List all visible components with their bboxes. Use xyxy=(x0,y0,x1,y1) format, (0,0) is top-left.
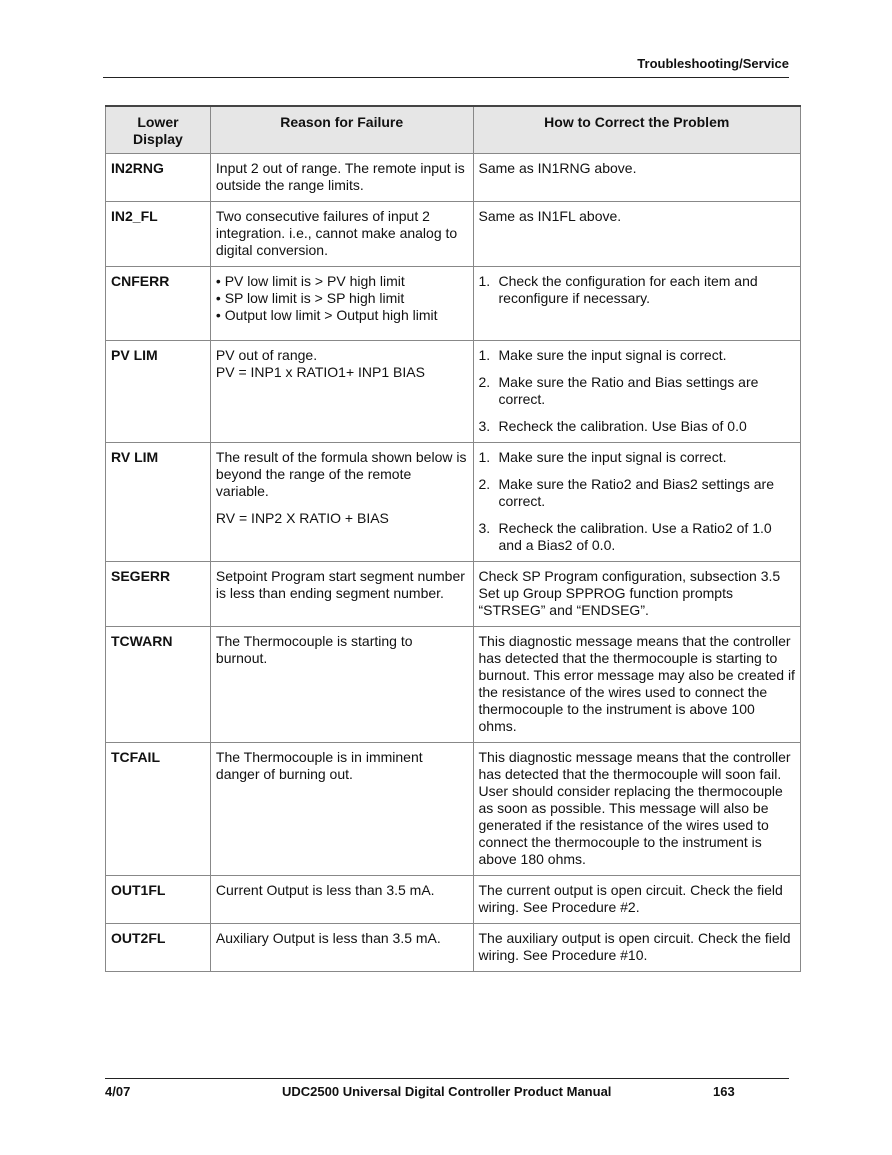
step-text: Make sure the input signal is correct. xyxy=(498,449,727,465)
lower-display-code: TCWARN xyxy=(106,627,211,743)
correction-steps xyxy=(479,347,796,435)
correction-text: Same as IN1RNG above. xyxy=(473,154,801,202)
lower-display-code: RV LIM xyxy=(106,443,211,562)
footer-date: 4/07 xyxy=(105,1084,131,1099)
failure-reason: The Thermocouple is in imminent danger of burning out. xyxy=(210,743,473,876)
step-text: Recheck the calibration. Use Bias of 0.0 xyxy=(498,418,747,434)
correction-step xyxy=(479,273,796,307)
lower-display-code: IN2_FL xyxy=(106,202,211,267)
lower-display-code: TCFAIL xyxy=(106,743,211,876)
section-header: Troubleshooting/Service xyxy=(637,56,789,71)
column-header-text: Display xyxy=(133,131,183,147)
table-row xyxy=(106,924,801,972)
correction-text: The auxiliary output is open circuit. Check the field wiring. See Procedure #10. xyxy=(473,924,801,972)
reason-formula: RV = INP2 X RATIO + BIAS xyxy=(215,510,389,526)
reason-text: The result of the formula shown below is beyond the range of the remote variable. xyxy=(215,449,467,499)
correction-steps xyxy=(479,449,796,554)
column-header-lower-display xyxy=(106,106,211,154)
step-number: 2. xyxy=(478,374,491,390)
paragraph-gap xyxy=(216,500,468,510)
table-row xyxy=(106,267,801,341)
correction-step xyxy=(479,347,796,364)
failure-reason: Input 2 out of range. The remote input is outside the range limits. xyxy=(210,154,473,202)
correction-step xyxy=(479,476,796,510)
lower-display-code: SEGERR xyxy=(106,562,211,627)
reason-bullet: • Output low limit > Output high limit xyxy=(215,307,438,323)
failure-reason: The Thermocouple is starting to burnout. xyxy=(210,627,473,743)
footer-manual-title: UDC2500 Universal Digital Controller Product Manual xyxy=(282,1084,612,1099)
column-header-correction: How to Correct the Problem xyxy=(473,106,801,154)
correction-text xyxy=(473,341,801,443)
lower-display-code: OUT2FL xyxy=(106,924,211,972)
column-header-text: Lower xyxy=(137,114,179,130)
column-header-reason: Reason for Failure xyxy=(210,106,473,154)
step-number: 1. xyxy=(478,449,491,465)
correction-step xyxy=(479,449,796,466)
correction-text: Same as IN1FL above. xyxy=(473,202,801,267)
table-row xyxy=(106,627,801,743)
lower-display-code: IN2RNG xyxy=(106,154,211,202)
table-row xyxy=(106,202,801,267)
correction-text xyxy=(473,267,801,341)
table-row xyxy=(106,743,801,876)
failure-reason xyxy=(210,341,473,443)
step-number: 2. xyxy=(478,476,491,492)
correction-step xyxy=(479,520,796,554)
failure-reason: Auxiliary Output is less than 3.5 mA. xyxy=(210,924,473,972)
table-row xyxy=(106,341,801,443)
table-row xyxy=(106,562,801,627)
table-header-row xyxy=(106,106,801,154)
step-number: 3. xyxy=(478,520,491,536)
step-number: 3. xyxy=(478,418,491,434)
step-text: Make sure the Ratio2 and Bias2 settings are correct. xyxy=(498,476,774,509)
reason-formula: PV = INP1 x RATIO1+ INP1 BIAS xyxy=(215,364,425,380)
correction-text: Check SP Program configuration, subsection 3.5 Set up Group SPPROG function prompts “STRSEG” and “ENDSEG”. xyxy=(473,562,801,627)
lower-display-code: PV LIM xyxy=(106,341,211,443)
lower-display-code: CNFERR xyxy=(106,267,211,341)
step-text: Recheck the calibration. Use a Ratio2 of 1.0 and a Bias2 of 0.0. xyxy=(498,520,772,553)
step-text: Check the configuration for each item and reconfigure if necessary. xyxy=(498,273,758,306)
correction-step xyxy=(479,374,796,408)
failure-reason: Current Output is less than 3.5 mA. xyxy=(210,876,473,924)
step-text: Make sure the input signal is correct. xyxy=(498,347,727,363)
step-number: 1. xyxy=(478,347,491,363)
correction-text: This diagnostic message means that the controller has detected that the thermocouple is starting to burnout. This error message may also be created if the resistance of the wires used to connect the thermocouple to the instrument is above 100 ohms. xyxy=(473,627,801,743)
header-rule xyxy=(103,77,789,78)
reason-bullet: • SP low limit is > SP high limit xyxy=(215,290,405,306)
failure-reason xyxy=(210,267,473,341)
table-row xyxy=(106,154,801,202)
step-text: Make sure the Ratio and Bias settings are correct. xyxy=(498,374,759,407)
lower-display-code: OUT1FL xyxy=(106,876,211,924)
failure-reason: Setpoint Program start segment number is less than ending segment number. xyxy=(210,562,473,627)
reason-text: PV out of range. xyxy=(215,347,318,363)
troubleshooting-table xyxy=(105,105,801,972)
correction-text: The current output is open circuit. Check the field wiring. See Procedure #2. xyxy=(473,876,801,924)
failure-reason xyxy=(210,443,473,562)
correction-text xyxy=(473,443,801,562)
table-row xyxy=(106,443,801,562)
correction-text: This diagnostic message means that the controller has detected that the thermocouple will soon fail. User should consider replacing the thermocouple as soon as possible. This message will also be generated if the resistance of the wires used to connect the thermocouple to the instrument is above 180 ohms. xyxy=(473,743,801,876)
correction-steps xyxy=(479,273,796,307)
footer-rule xyxy=(105,1078,789,1079)
page-number: 163 xyxy=(713,1084,735,1099)
reason-bullet: • PV low limit is > PV high limit xyxy=(215,273,405,289)
failure-reason: Two consecutive failures of input 2 integration. i.e., cannot make analog to digital conversion. xyxy=(210,202,473,267)
table-row xyxy=(106,876,801,924)
step-number: 1. xyxy=(478,273,491,289)
correction-step xyxy=(479,418,796,435)
